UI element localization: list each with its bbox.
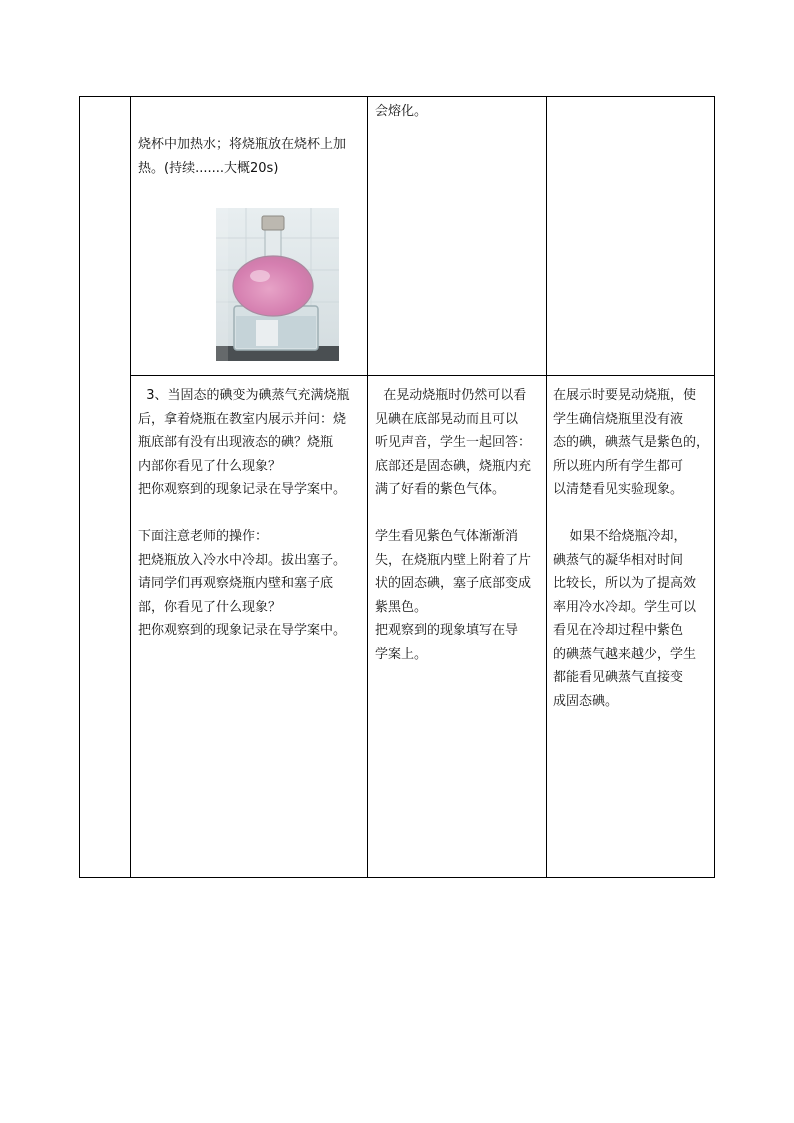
text-line: 紫黑色。 — [375, 599, 428, 615]
text-line: 下面注意老师的操作： — [138, 529, 269, 544]
text-line: 如果不给烧瓶冷却， — [553, 529, 687, 544]
text-line: 看见在冷却过程中紫色 — [553, 623, 684, 638]
text-line: 烧杯中加热水；将烧瓶放在烧杯上加 — [138, 137, 347, 152]
text-line: 态的碘，碘蒸气是紫色的， — [553, 435, 710, 450]
text-line: 请同学们再观察烧瓶内壁和塞子底 — [138, 576, 334, 591]
text-line: 听见声音，学生一起回答： — [375, 435, 532, 450]
text-line: 率用冷水冷却。学生可以 — [553, 599, 697, 615]
text-line: 会熔化。 — [375, 104, 428, 119]
paragraph-gap — [375, 502, 543, 526]
text-line: 状的固态碘，塞子底部变成 — [375, 576, 532, 591]
text-line: 以清楚看见实验现象。 — [553, 482, 684, 497]
text-line: 热。(持续.......大概20s) — [138, 160, 279, 176]
text-line: 学生看见紫色气体渐渐消 — [375, 529, 519, 544]
text-line: 在展示时要晃动烧瓶，使 — [553, 388, 697, 403]
text-line: 比较长，所以为了提高效 — [553, 576, 697, 591]
text-line: 的碘蒸气越来越少，学生 — [553, 646, 697, 662]
text-line: 满了好看的紫色气体。 — [375, 482, 506, 497]
row1-student-cell — [375, 100, 543, 124]
table-border-bottom — [79, 877, 715, 878]
text-line: 都能看见碘蒸气直接变 — [553, 670, 684, 685]
row2-student-cell — [375, 384, 543, 666]
text-line: 瓶底部有没有出现液态的碘？烧瓶 — [138, 435, 334, 450]
text-line: 在晃动烧瓶时仍然可以看 — [375, 388, 527, 403]
text-line: 成固态碘。 — [553, 693, 619, 709]
table-border-top — [79, 96, 715, 97]
text-line: 3、当固态的碘变为碘蒸气充满烧瓶 — [138, 388, 350, 403]
table-border-right — [714, 96, 715, 878]
flask-photo — [216, 208, 339, 361]
text-line: 学案上。 — [375, 646, 428, 662]
paragraph-gap — [553, 502, 711, 526]
row1-procedure-cell — [138, 133, 364, 180]
text-line: 所以班内所有学生都可 — [553, 458, 684, 474]
heated-flask-image — [216, 208, 339, 361]
text-line: 底部还是固态碘，烧瓶内充 — [375, 458, 532, 474]
row2-procedure-cell — [138, 384, 364, 643]
paragraph-gap — [138, 502, 364, 526]
table-row-divider — [130, 375, 715, 376]
text-line: 后，拿着烧瓶在教室内展示并问：烧 — [138, 411, 347, 427]
table-divider-1 — [130, 96, 131, 878]
text-line: 把你观察到的现象记录在导学案中。 — [138, 482, 347, 497]
table-divider-3 — [546, 96, 547, 878]
row2-intent-cell — [553, 384, 711, 713]
text-line: 见碘在底部晃动而且可以 — [375, 411, 519, 427]
text-line: 部，你看见了什么现象？ — [138, 599, 282, 615]
table-border-left — [79, 96, 80, 878]
text-line: 失，在烧瓶内壁上附着了片 — [375, 552, 532, 568]
text-line: 碘蒸气的凝华相对时间 — [553, 552, 684, 568]
table-divider-2 — [367, 96, 368, 878]
text-line: 把观察到的现象填写在导 — [375, 623, 519, 638]
text-line: 内部你看见了什么现象？ — [138, 458, 282, 474]
text-line: 学生确信烧瓶里没有液 — [553, 411, 684, 427]
text-line: 把你观察到的现象记录在导学案中。 — [138, 623, 347, 638]
text-line: 把烧瓶放入冷水中冷却。拔出塞子。 — [138, 552, 347, 568]
